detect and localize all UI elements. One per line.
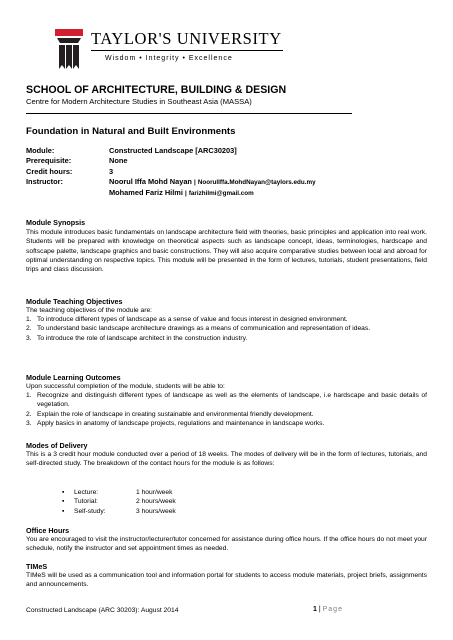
module-key: Module: [26,146,55,155]
delivery-value: 3 hours/week [136,507,176,515]
instructor-email-2[interactable]: farizhilmi@gmail.com [188,189,254,197]
page-label: Page [322,606,343,613]
list-item [26,391,427,410]
list-item-text: Apply basics in anatomy of landscape projects, regulations and maintenance in landscape works. [37,419,325,427]
brand-name: TAYLOR'S UNIVERSITY [91,29,282,48]
delivery-value: 1 hour/week [136,489,173,496]
page-separator: | [316,606,323,613]
office-hours-heading: Office Hours [26,526,70,535]
school-name: SCHOOL OF ARCHITECTURE, BUILDING & DESIGN [26,84,287,96]
outcomes-intro: Upon successful completion of the module, students will be able to: [26,383,225,390]
delivery-label: Self-study: [74,507,106,515]
list-item-text: To introduce different types of landscape as a sense of value and focus interest in designed environment. [37,316,348,323]
objectives-list [26,315,427,343]
outcomes-heading: Module Learning Outcomes [26,373,121,382]
list-item-text: To understand basic landscape architecture drawings as a means of communication and representation of ideas. [37,325,371,333]
list-item-number: 2. [26,410,32,418]
delivery-heading: Modes of Delivery [26,441,88,450]
page-number: 1 [313,606,317,613]
list-item [26,419,427,428]
module-value: Constructed Landscape [ARC30203] [109,146,237,155]
objectives-heading: Module Teaching Objectives [26,297,123,306]
list-item [26,334,427,343]
credit-hours-key: Credit hours: [26,166,73,176]
list-item-text: Explain the role of landscape in creating sustainable and environmental friendly development. [37,410,314,418]
crest-icon [55,29,83,69]
brand-divider [91,50,283,51]
office-hours-text: You are encouraged to visit the instructor/lecturer/tutor concerned for assistance during office hours. If the office hours do not meet your schedule, notify the instructor and set appointment times as needed. [26,536,427,553]
square-bullet-icon: ▪ [62,489,65,496]
delivery-label: Tutorial: [74,498,98,506]
instructor-name-1: Noorul Iffa Mohd Nayan [109,177,192,187]
list-item-number: 1. [26,392,32,399]
instructor-email-1[interactable]: NoorulIffa.MohdNayan@taylors.edu.my [197,179,316,187]
list-item [26,410,427,419]
objectives-intro: The teaching objectives of the module are: [26,307,153,314]
delivery-value: 2 hours/week [136,498,176,506]
delivery-text: This is a 3 credit hour module conducted over a period of 18 weeks. The modes of delivery will be in the form of lectures, tutorials, and self-directed study. The breakdown of the contact hours for the module is as follows: [26,451,427,468]
instructor-separator-2: | [184,189,187,197]
prerequisite-value: None [109,156,128,166]
list-item-text: To introduce the role of landscape architect in the construction industry. [37,334,248,342]
instructor-line-2 [109,188,254,199]
course-title: Foundation in Natural and Built Environments [26,126,236,137]
square-bullet-icon: ▪ [62,498,65,506]
square-bullet-icon: ▪ [62,507,65,515]
list-item-text: Recognize and distinguish different types of landscape as well as the elements of landscape, i.e hardscape and basic details of vegetation. [37,392,427,409]
list-item-number: 1. [26,316,32,323]
list-item [26,315,427,324]
outcomes-list [26,391,427,428]
synopsis-text: This module introduces basic fundamentals on landscape architecture field with theories, basic principles and application into real work. Students will be prepared with knowledge on theoretical aspects such as landscape concept, ideas, terminologies, hardscape and softscape palette, landscape graphics and basic constructions. They will also acquire comparative studies between local and abroad for optimal understanding on respective topics. This module will be presented in the form of lectures, tutorials, student presentations, field trips and class discussion. [26,229,427,274]
instructor-separator-1: | [194,179,196,187]
instructor-key: Instructor: [26,177,63,187]
delivery-label: Lecture: [74,489,99,496]
instructor-name-2: Mohamed Fariz Hilmi [109,187,183,197]
times-heading: TIMeS [26,562,48,571]
footer-page [313,606,343,613]
footer-module: Constructed Landscape (ARC 30203): August 2014 [26,607,179,614]
header-divider [26,113,352,114]
prerequisite-key: Prerequisite: [26,156,72,166]
list-item-number: 2. [26,325,32,333]
brand-motto: Wisdom • Integrity • Excellence [105,55,233,62]
credit-hours-value: 3 [109,166,114,176]
list-item-number: 3. [26,419,32,427]
synopsis-heading: Module Synopsis [26,218,86,227]
centre-name: Centre for Modern Architecture Studies in Southeast Asia (MASSA) [26,97,252,106]
times-text: TIMeS will be used as a communication tool and information portal for students to access module materials, project briefs, assignments and announcements. [26,572,427,589]
list-item [26,324,427,333]
university-logo [55,29,285,71]
list-item-number: 3. [26,334,32,342]
